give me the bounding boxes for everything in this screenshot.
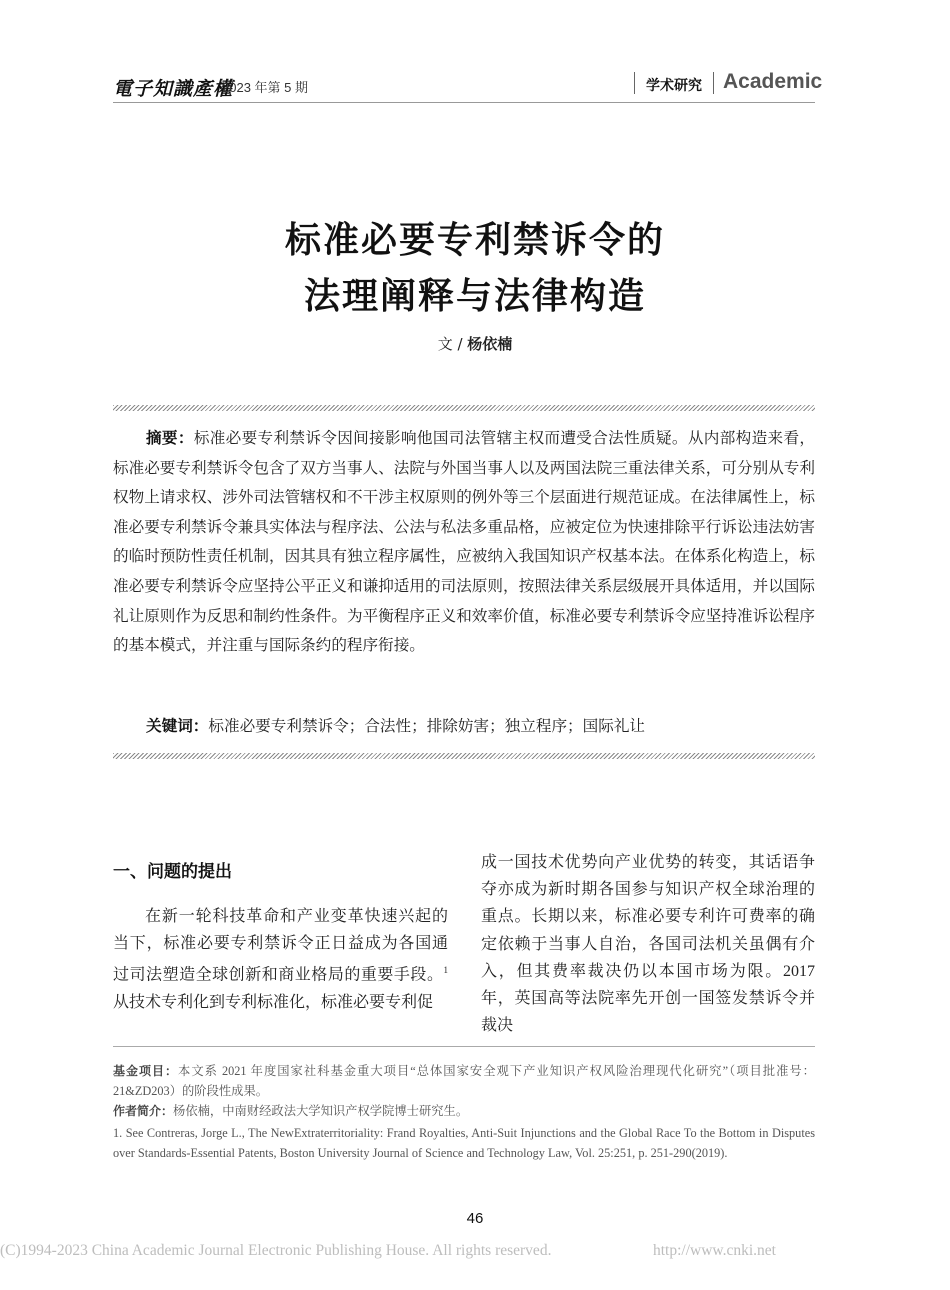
body-right-column: 成一国技术优势向产业优势的转变，其话语争夺亦成为新时期各国参与知识产权全球治理的重点。长期以来，标准必要专利许可费率的确定依赖于当事人自治，各国司法机关虽偶有介入，但其费率裁决仍以本国市场为限。2017 年，英国高等法院率先开创一国签发禁诉令并裁决 — [481, 854, 815, 1035]
fund-label: 基金项目： — [113, 1064, 179, 1078]
footnote-mark[interactable]: 1 — [443, 965, 448, 976]
hatch-divider — [113, 405, 815, 411]
footnote-rule — [113, 1046, 815, 1047]
paragraph-text: 在新一轮科技革命和产业变革快速兴起的当下，标准必要专利禁诉令正日益成为各国通过司法塑造全球创新和商业格局的重要手段。 — [113, 908, 448, 984]
abstract-label: 摘要： — [146, 429, 194, 447]
hatch-divider — [113, 753, 815, 759]
fund-text: 本文系 2021 年度国家社科基金重大项目“总体国家安全观下产业知识产权风险治理现代化研究”（项目批准号：21&ZD203）的阶段性成果。 — [113, 1064, 815, 1098]
byline — [0, 333, 950, 354]
paragraph-text: 从技术专利化到专利标准化，标准必要专利促 — [113, 993, 434, 1011]
header-rule — [113, 102, 815, 103]
author-note — [113, 1101, 815, 1121]
keywords — [113, 712, 815, 742]
abstract-text: 标准必要专利禁诉令因间接影响他国司法管辖主权而遭受合法性质疑。从内部构造来看，标准必要专利禁诉令包含了双方当事人、法院与外国当事人以及两国法院三重法律关系，可分别从专利权物上请求权、涉外司法管辖权和不干涉主权原则的例外等三个层面进行规范证成。在法律属性上，标准必要专利禁诉令兼具实体法与程序法、公法与私法多重品格，应被定位为快速排除平行诉讼违法妨害的临时预防性责任机制，因其具有独立程序属性，应被纳入我国知识产权基本法。在体系化构造上，标准必要专利禁诉令应坚持公平正义和谦抑适用的司法原则，按照法律关系层级展开具体适用，并以国际礼让原则作为反思和制约性条件。为平衡程序正义和效率价值，标准必要专利禁诉令应坚持准诉讼程序的基本模式，并注重与国际条约的程序衔接。 — [113, 429, 815, 655]
article-title-line-2: 法理阐释与法律构造 — [303, 276, 646, 317]
copyright-text: (C)1994-2023 China Academic Journal Electronic Publishing House. All rights reserved. — [0, 1242, 552, 1259]
section-label: 学术研究 — [646, 77, 702, 93]
section-heading: 一、问题的提出 — [113, 862, 232, 882]
issue-label: 2023 年第 5 期 — [222, 80, 308, 95]
article-title-line-1: 标准必要专利禁诉令的 — [284, 220, 665, 261]
keywords-text: 标准必要专利禁诉令；合法性；排除妨害；独立程序；国际礼让 — [208, 717, 646, 735]
header-divider — [713, 72, 714, 94]
author-note-label: 作者简介： — [113, 1104, 174, 1118]
keywords-label: 关键词： — [146, 717, 209, 735]
header-divider — [634, 72, 635, 94]
body-left-column — [113, 903, 448, 1016]
abstract — [113, 424, 815, 661]
author-note-text: 杨依楠，中南财经政法大学知识产权学院博士研究生。 — [173, 1104, 469, 1118]
journal-logo: 電子知識產權 — [113, 78, 234, 100]
fund-note — [113, 1061, 815, 1101]
author-name: 杨依楠 — [467, 335, 513, 353]
page-number: 46 — [466, 1210, 484, 1227]
copyright-url[interactable]: http://www.cnki.net — [653, 1242, 776, 1259]
section-label-en: Academic — [723, 70, 823, 93]
byline-prefix: 文 / — [437, 335, 468, 353]
reference-footnote: 1. See Contreras, Jorge L., The NewExtraterritoriality: Frand Royalties, Anti-Suit Injunctions and the Global Race To the Bottom in Disputes over Standards-Essential Patents, Boston University Journal of Science and Technology Law, Vol. 25:251, p. 251-290(2019). — [113, 1126, 815, 1160]
